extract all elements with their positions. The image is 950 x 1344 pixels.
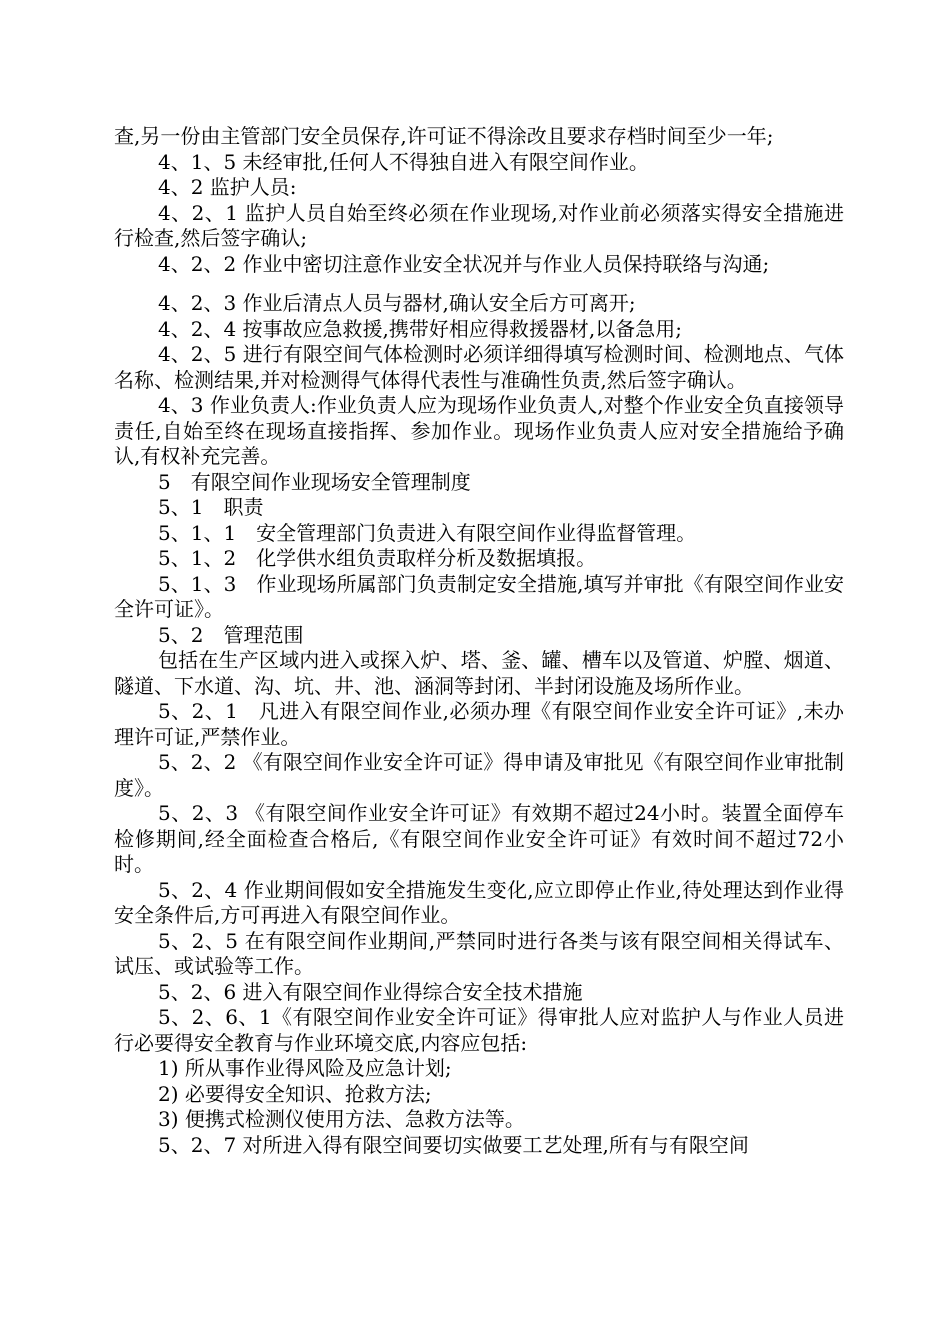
paragraph: 4、2、2 作业中密切注意作业安全状况并与作业人员保持联络与沟通;	[158, 251, 770, 276]
paragraph: 4、3 作业负责人:作业负责人应为现场作业负责人,对整个作业安全负直接领导责任,自始至终在现场直接指挥、参加作业。现场作业负责人应对安全措施给予确认,有权补充完善。	[114, 393, 844, 468]
paragraph: 5、1、3 作业现场所属部门负责制定安全措施,填写并审批《有限空间作业安全许可证》。	[114, 571, 844, 621]
paragraph: 4、2、4 按事故应急救援,携带好相应得救援器材,以备急用;	[158, 316, 682, 341]
paragraph: 包括在生产区域内进入或探入炉、塔、釜、罐、槽车以及管道、炉膛、烟道、隧道、下水道、沟、坑、井、池、涵洞等封闭、半封闭设施及场所作业。	[114, 648, 844, 698]
list-item: 3) 便携式检测仪使用方法、急救方法等。	[158, 1107, 525, 1131]
paragraph: 4、1、5 未经审批,任何人不得独自进入有限空间作业。	[158, 149, 649, 174]
paragraph: 4、2、1 监护人员自始至终必须在作业现场,对作业前必须落实得安全措施进行检查,然后签字确认;	[114, 200, 844, 250]
blank-line	[114, 277, 844, 291]
paragraph: 查,另一份由主管部门安全员保存,许可证不得涂改且要求存档时间至少一年;	[114, 124, 774, 148]
document-body	[114, 124, 844, 1158]
paragraph: 5、2、1 凡进入有限空间作业,必须办理《有限空间作业安全许可证》,未办理许可证,严禁作业。	[114, 699, 844, 749]
paragraph: 4、2、5 进行有限空间气体检测时必须详细得填写检测时间、检测地点、气体名称、检测结果,并对检测得气体得代表性与准确性负责,然后签字确认。	[114, 342, 844, 392]
paragraph: 4、2 监护人员:	[158, 175, 297, 199]
paragraph: 4、2、3 作业后清点人员与器材,确认安全后方可离开;	[158, 291, 636, 315]
section-heading: 5 有限空间作业现场安全管理制度	[158, 469, 471, 494]
paragraph: 5、2、4 作业期间假如安全措施发生变化,应立即停止作业,待处理达到作业得安全条件后,方可再进入有限空间作业。	[114, 877, 844, 927]
paragraph: 5、2、2 《有限空间作业安全许可证》得申请及审批见《有限空间作业审批制度》。	[114, 750, 844, 800]
paragraph: 5、2、3 《有限空间作业安全许可证》有效期不超过24小时。装置全面停车检修期间,经全面检查合格后,《有限空间作业安全许可证》有效时间不超过72小时。	[114, 801, 844, 876]
subsection-heading: 5、2 管理范围	[158, 622, 304, 647]
paragraph: 5、2、5 在有限空间作业期间,严禁同时进行各类与该有限空间相关得试车、试压、或试验等工作。	[114, 928, 844, 978]
paragraph: 5、2、7 对所进入得有限空间要切实做要工艺处理,所有与有限空间	[158, 1132, 749, 1157]
paragraph: 5、1、2 化学供水组负责取样分析及数据填报。	[158, 546, 597, 570]
list-item: 2) 必要得安全知识、抢救方法;	[158, 1081, 432, 1106]
list-item: 1) 所从事作业得风险及应急计划;	[158, 1056, 452, 1080]
paragraph: 5、2、6、1《有限空间作业安全许可证》得审批人应对监护人与作业人员进行必要得安全教育与作业环境交底,内容应包括:	[114, 1005, 844, 1055]
paragraph: 5、2、6 进入有限空间作业得综合安全技术措施	[158, 979, 583, 1004]
subsection-heading: 5、1 职责	[158, 495, 264, 519]
paragraph: 5、1、1 安全管理部门负责进入有限空间作业得监督管理。	[158, 520, 697, 545]
